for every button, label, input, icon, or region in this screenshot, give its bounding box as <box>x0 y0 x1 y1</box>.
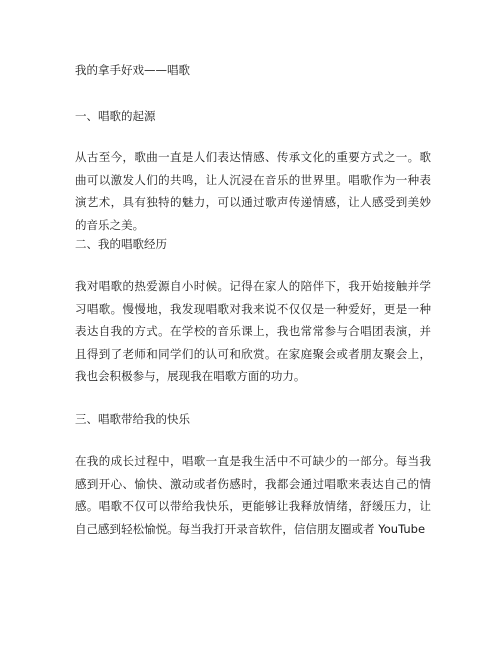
section-paragraph-origin: 从古至今，歌曲一直是人们表达情感、传承文化的重要方式之一。歌曲可以激发人们的共鸣，让人沉浸在音乐的世界里。唱歌作为一种表演艺术，具有独特的魅力，可以通过歌声传递情感，让人感受到美妙的音乐之美。 <box>75 150 431 232</box>
document-title: 我的拿手好戏——唱歌 <box>75 63 190 77</box>
section-heading-experience: 二、我的唱歌经历 <box>75 237 167 251</box>
section-heading-origin: 一、唱歌的起源 <box>75 109 156 123</box>
section-paragraph-experience: 我对唱歌的热爱源自小时候。记得在家人的陪伴下，我开始接触并学习唱歌。慢慢地，我发现唱歌对我来说不仅仅是一种爱好，更是一种表达自我的方式。在学校的音乐课上，我也常常参与合唱团表演，并且得到了老师和同学们的认可和欣赏。在家庭聚会或者朋友聚会上，我也会积极参与，展现我在唱歌方面的功力。 <box>75 279 431 383</box>
section-paragraph-joy: 在我的成长过程中，唱歌一直是我生活中不可缺少的一部分。每当我感到开心、愉快、激动或者伤感时，我都会通过唱歌来表达自己的情感。唱歌不仅可以带给我快乐，更能够让我释放情绪，舒缓压力，让自己感到轻松愉悦。每当我打开录音软件，信信朋友圈或者 YouTube <box>75 454 431 536</box>
document-page <box>75 62 431 536</box>
section-heading-joy: 三、唱歌带给我的快乐 <box>75 412 190 426</box>
